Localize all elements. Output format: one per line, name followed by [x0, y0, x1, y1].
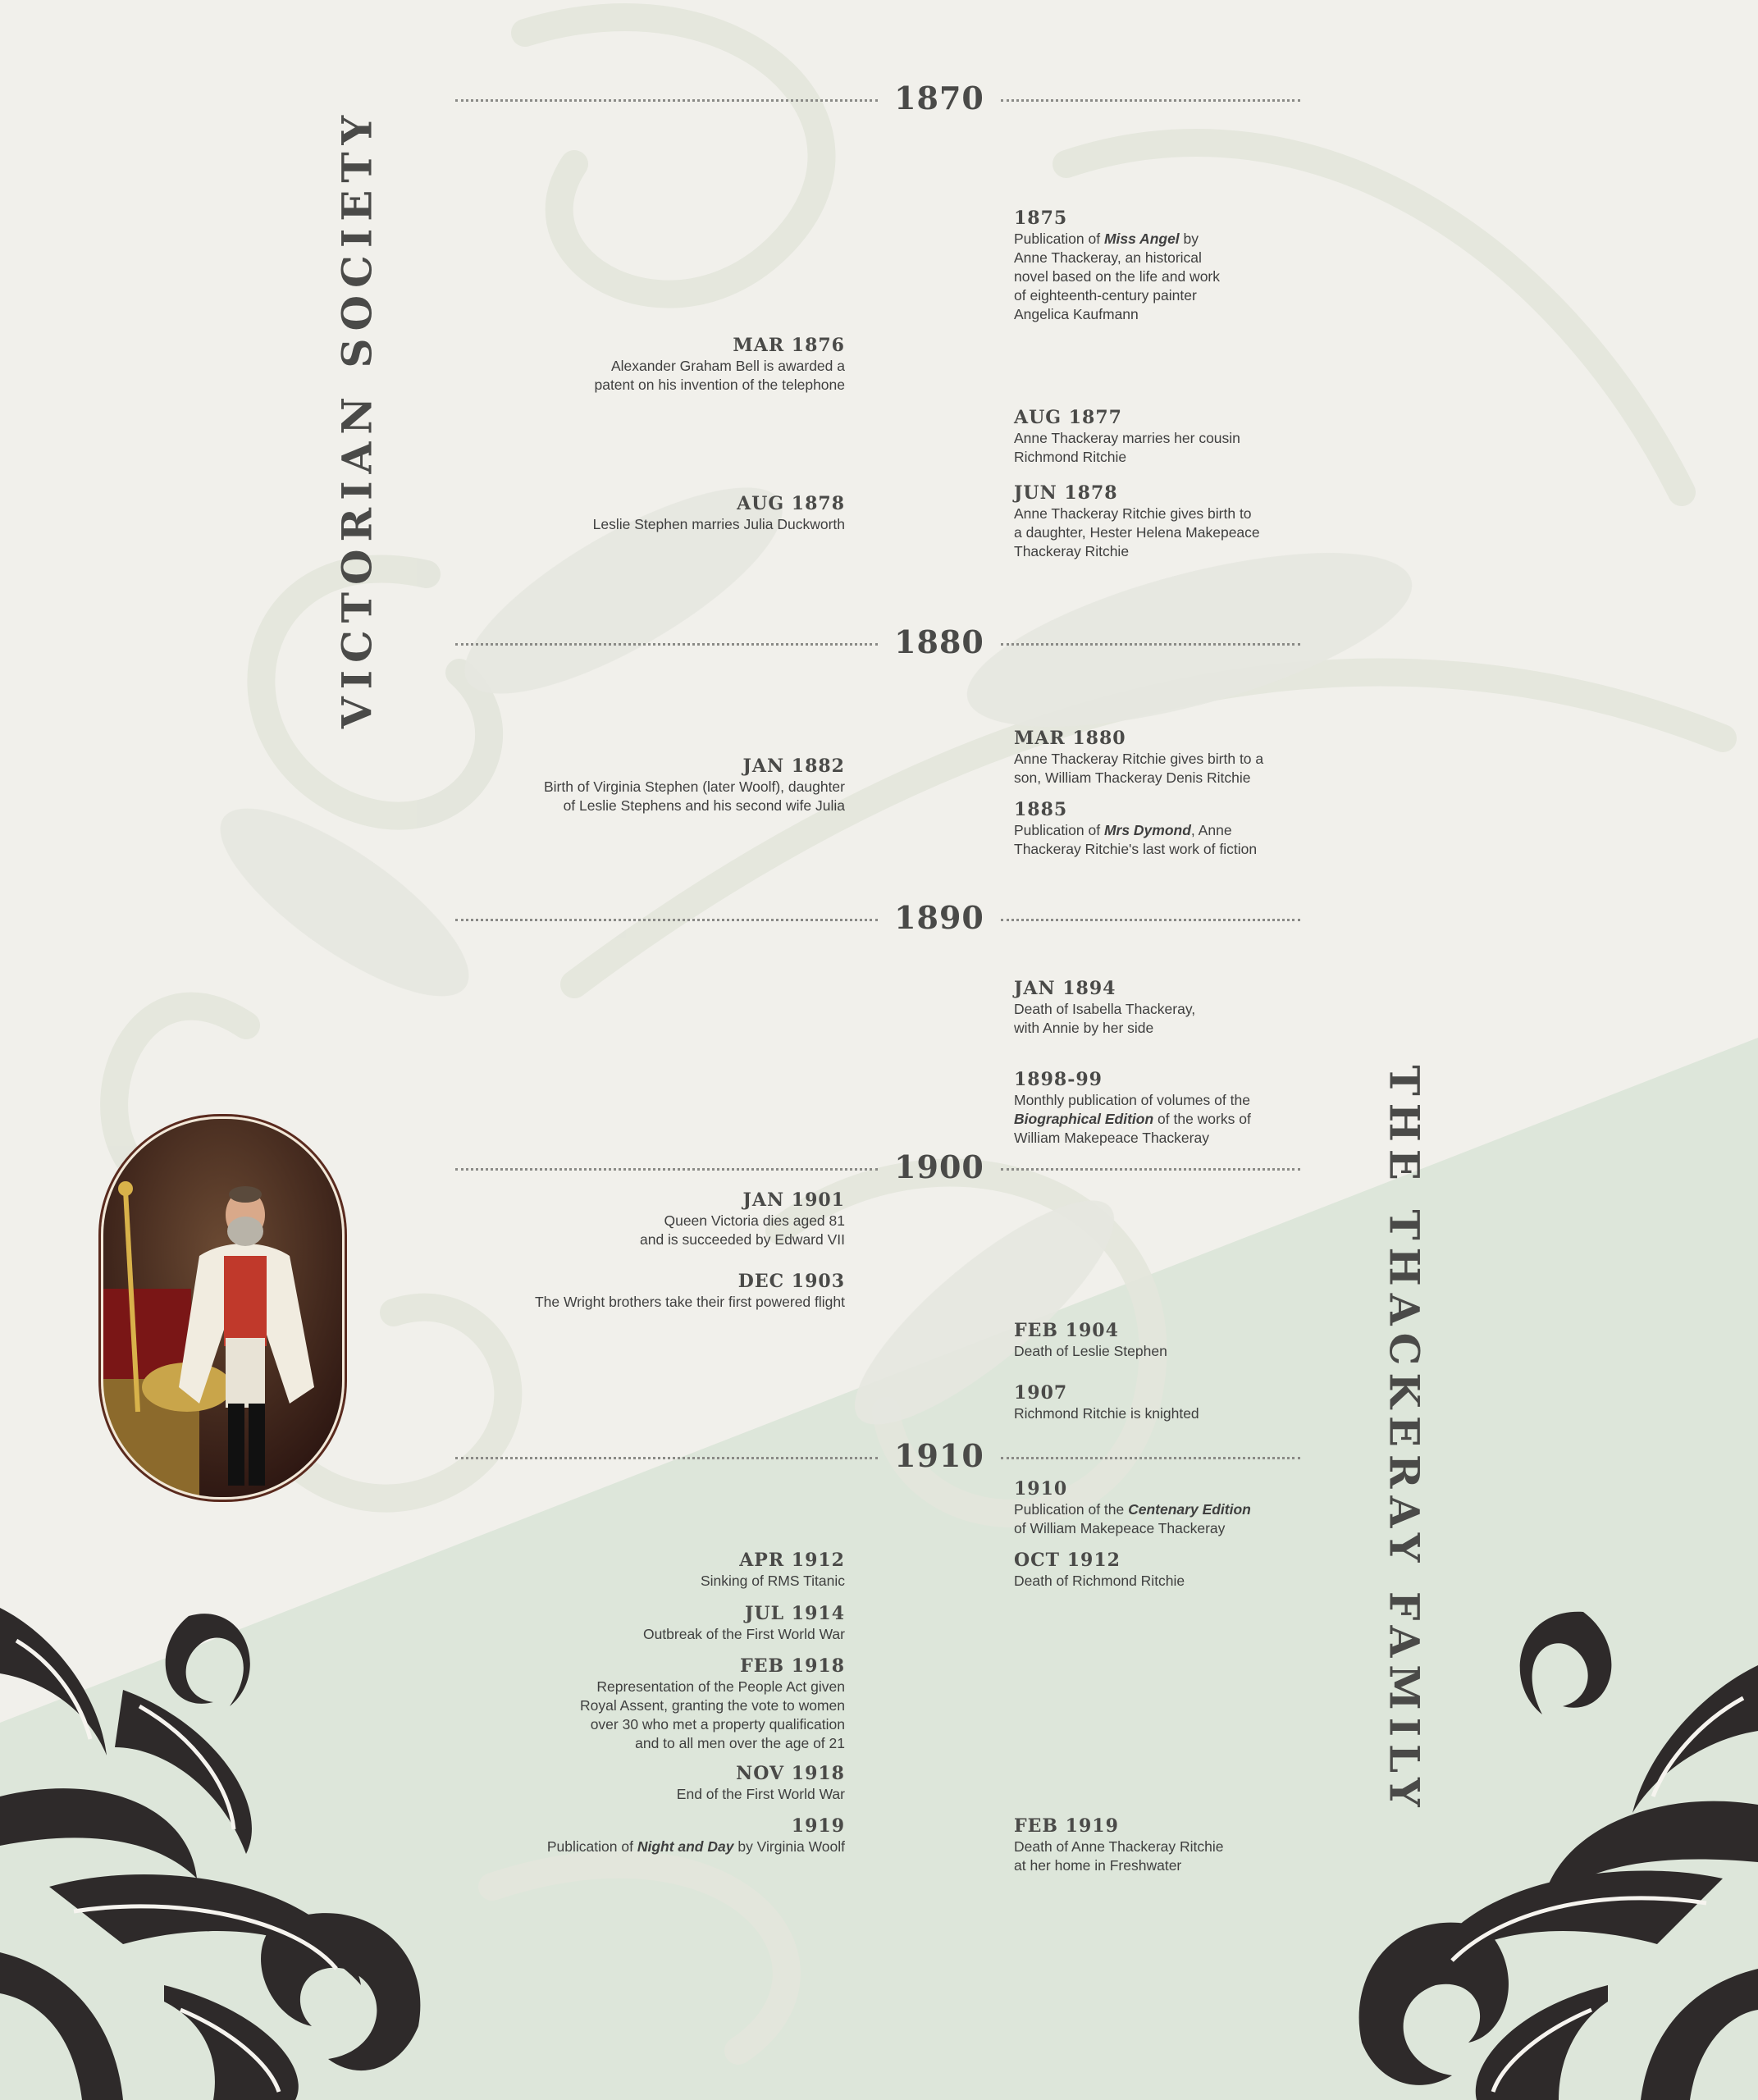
event-text: Death of Isabella Thackeray, with Annie by her side	[1014, 1001, 1196, 1036]
family-event	[1014, 1381, 1473, 1423]
dotted-rule	[1001, 1457, 1300, 1459]
event-text-tail: by Anne Thackeray, an historical novel based on the life and work of eighteenth-century painter Angelica Kaufmann	[1014, 231, 1220, 322]
event-text	[386, 1838, 845, 1856]
event-date: 1907	[1014, 1382, 1068, 1404]
event-text: Death of Leslie Stephen	[1014, 1343, 1167, 1359]
event-text: Anne Thackeray marries her cousin Richmond Ritchie	[1014, 430, 1240, 465]
family-event	[1014, 207, 1473, 324]
society-event	[386, 1602, 845, 1644]
event-text-lead: Publication of	[1014, 231, 1104, 247]
society-event	[386, 1655, 845, 1753]
decade-marker	[455, 80, 1300, 121]
dotted-rule	[455, 643, 878, 646]
book-title: Biographical Edition	[1014, 1111, 1154, 1127]
dotted-rule	[1001, 643, 1300, 646]
book-title: Night and Day	[637, 1838, 734, 1855]
family-event	[1014, 727, 1473, 788]
event-text	[1014, 1500, 1473, 1538]
decade-year: 1900	[894, 1148, 984, 1185]
event-text-lead: Publication of	[546, 1838, 637, 1855]
event-text: Birth of Virginia Stephen (later Woolf), daughter of Leslie Stephens and his second wife Julia	[543, 778, 845, 814]
event-text	[1014, 1091, 1473, 1148]
society-event	[386, 1270, 845, 1312]
event-date: MAR 1880	[1014, 728, 1126, 749]
event-text	[1014, 821, 1473, 859]
event-date: MAR 1876	[733, 335, 845, 356]
event-text: Outbreak of the First World War	[642, 1626, 845, 1642]
family-event	[1014, 482, 1473, 561]
family-event	[1014, 1477, 1473, 1538]
society-event	[386, 334, 845, 395]
book-title: Miss Angel	[1103, 231, 1180, 247]
portrait-illustration	[101, 1116, 345, 1500]
family-event	[1014, 1815, 1473, 1875]
event-text: Anne Thackeray Ritchie gives birth to a son, William Thackeray Denis Ritchie	[1014, 751, 1264, 786]
book-title: Centenary Edition	[1128, 1501, 1251, 1518]
event-date: FEB 1919	[1014, 1815, 1119, 1837]
decade-year: 1910	[894, 1437, 984, 1474]
dotted-rule	[1001, 919, 1300, 921]
event-text: Sinking of RMS Titanic	[700, 1573, 845, 1589]
event-date: APR 1912	[739, 1550, 845, 1571]
event-text: Queen Victoria dies aged 81 and is succeeded by Edward VII	[639, 1212, 845, 1248]
event-text: Richmond Ritchie is knighted	[1014, 1405, 1199, 1422]
event-text: Alexander Graham Bell is awarded a patent on his invention of the telephone	[594, 358, 845, 393]
event-text	[1014, 230, 1473, 324]
event-date: 1910	[1014, 1478, 1068, 1500]
event-text: The Wright brothers take their first powered flight	[534, 1294, 845, 1310]
event-date: JAN 1882	[742, 756, 845, 777]
event-date: JAN 1894	[1014, 978, 1116, 999]
event-date: DEC 1903	[737, 1271, 845, 1292]
event-date: OCT 1912	[1014, 1550, 1121, 1571]
thackeray-family-title: THE THACKERAY FAMILY	[1380, 1065, 1429, 1815]
decade-year: 1870	[894, 80, 984, 116]
event-text: Death of Richmond Ritchie	[1014, 1573, 1185, 1589]
event-date: 1898-99	[1014, 1069, 1103, 1090]
family-event	[1014, 977, 1473, 1038]
decade-marker	[455, 623, 1300, 664]
family-event	[1014, 1549, 1473, 1591]
society-event	[386, 1549, 845, 1591]
event-date: NOV 1918	[736, 1763, 845, 1784]
event-text-tail: of William Makepeace Thackeray	[1014, 1520, 1226, 1536]
decade-marker	[455, 899, 1300, 940]
event-date: AUG 1878	[737, 493, 845, 514]
event-text: Anne Thackeray Ritchie gives birth to a daughter, Hester Helena Makepeace Thackeray Ritchie	[1014, 505, 1260, 559]
family-event	[1014, 1319, 1473, 1361]
event-date: 1875	[1014, 208, 1068, 229]
event-date: JUL 1914	[745, 1603, 845, 1624]
event-date: JUN 1878	[1014, 482, 1118, 504]
event-text: Death of Anne Thackeray Ritchie at her home in Freshwater	[1014, 1838, 1224, 1874]
dotted-rule	[1001, 99, 1300, 102]
family-event	[1014, 798, 1473, 859]
event-text: End of the First World War	[676, 1786, 845, 1802]
victorian-society-title: VICTORIAN SOCIETY	[332, 107, 381, 729]
society-event	[386, 1189, 845, 1249]
dotted-rule	[455, 99, 878, 102]
society-event	[386, 1815, 845, 1856]
event-text: Leslie Stephen marries Julia Duckworth	[592, 516, 845, 532]
dotted-rule	[455, 1457, 878, 1459]
decade-marker	[455, 1437, 1300, 1478]
event-text-tail: , Anne Thackeray Ritchie's last work of fiction	[1014, 822, 1258, 857]
event-date: FEB 1918	[740, 1655, 845, 1677]
decade-year: 1890	[894, 899, 984, 936]
society-event	[386, 1762, 845, 1804]
event-text: Representation of the People Act given Royal Assent, granting the vote to women over 30 who met a property qualification and to all men over the age of 21	[580, 1678, 845, 1751]
decade-year: 1880	[894, 623, 984, 660]
event-text-lead: Publication of	[1014, 822, 1104, 838]
event-text-tail: by Virginia Woolf	[733, 1838, 845, 1855]
family-event	[1014, 406, 1473, 467]
event-date: JAN 1901	[742, 1189, 845, 1211]
dotted-rule	[455, 919, 878, 921]
dotted-rule	[455, 1168, 878, 1171]
society-event	[386, 492, 845, 534]
event-date: 1919	[791, 1815, 845, 1837]
decade-marker	[455, 1148, 1300, 1189]
event-date: AUG 1877	[1014, 407, 1122, 428]
book-title: Mrs Dymond	[1103, 822, 1191, 838]
event-date: 1885	[1014, 799, 1068, 820]
event-date: FEB 1904	[1014, 1320, 1119, 1341]
event-text-lead: Monthly publication of volumes of the	[1014, 1092, 1250, 1108]
event-text-lead: Publication of the	[1014, 1501, 1129, 1518]
family-event	[1014, 1068, 1473, 1148]
edward-vii-portrait	[98, 1114, 347, 1502]
dotted-rule	[1001, 1168, 1300, 1171]
event-text-tail: of the works of William Makepeace Thackeray	[1014, 1111, 1251, 1146]
society-event	[386, 755, 845, 815]
